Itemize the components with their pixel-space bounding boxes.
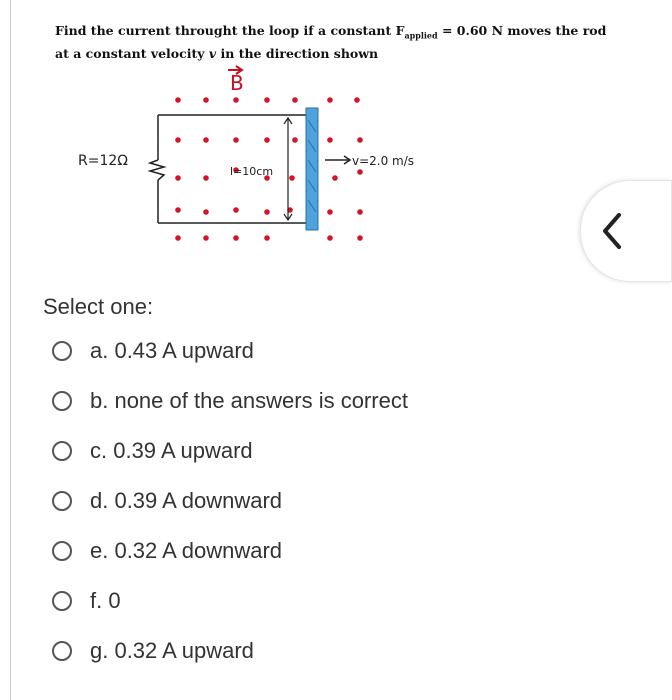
velocity-label: v=2.0 m/s <box>352 154 415 168</box>
option-b[interactable] <box>52 384 408 418</box>
question-subscript: applied <box>404 30 438 41</box>
radio-icon[interactable] <box>52 491 72 511</box>
nav-drawer-tab[interactable] <box>580 180 672 282</box>
length-arrow <box>284 118 292 220</box>
option-e[interactable] <box>52 534 282 568</box>
velocity-arrow-icon <box>325 156 350 164</box>
circuit-diagram <box>60 60 415 260</box>
diagram-svg <box>60 60 415 260</box>
radio-icon[interactable] <box>52 541 72 561</box>
question-text <box>55 22 615 62</box>
select-one-label: Select one: <box>43 294 154 319</box>
option-label: c. 0.39 A upward <box>90 438 253 463</box>
length-label: l=10cm <box>230 165 274 178</box>
option-d[interactable] <box>52 484 282 518</box>
radio-icon[interactable] <box>52 391 72 411</box>
left-border <box>10 0 11 700</box>
question-part-3: in the direction shown <box>216 45 379 61</box>
radio-icon[interactable] <box>52 341 72 361</box>
option-label: b. none of the answers is correct <box>90 388 408 413</box>
question-part-2: = 0.60 N moves the rod at a constant velocity <box>55 23 607 61</box>
field-label: B <box>230 71 244 95</box>
question-part-1: Find the current throught the loop if a constant F <box>55 23 405 38</box>
chevron-left-icon <box>599 211 625 251</box>
resistor-icon <box>150 160 164 180</box>
radio-icon[interactable] <box>52 441 72 461</box>
option-label: f. 0 <box>90 588 121 613</box>
option-label: a. 0.43 A upward <box>90 338 254 363</box>
option-a[interactable] <box>52 334 254 368</box>
option-label: d. 0.39 A downward <box>90 488 283 513</box>
velocity-symbol: v <box>208 45 217 61</box>
option-f[interactable] <box>52 584 121 618</box>
resistance-label: R=12Ω <box>78 153 128 169</box>
option-c[interactable] <box>52 434 253 468</box>
option-label: g. 0.32 A upward <box>90 638 254 663</box>
option-g[interactable] <box>52 634 254 668</box>
option-label: e. 0.32 A downward <box>90 538 283 563</box>
radio-icon[interactable] <box>52 641 72 661</box>
radio-icon[interactable] <box>52 591 72 611</box>
